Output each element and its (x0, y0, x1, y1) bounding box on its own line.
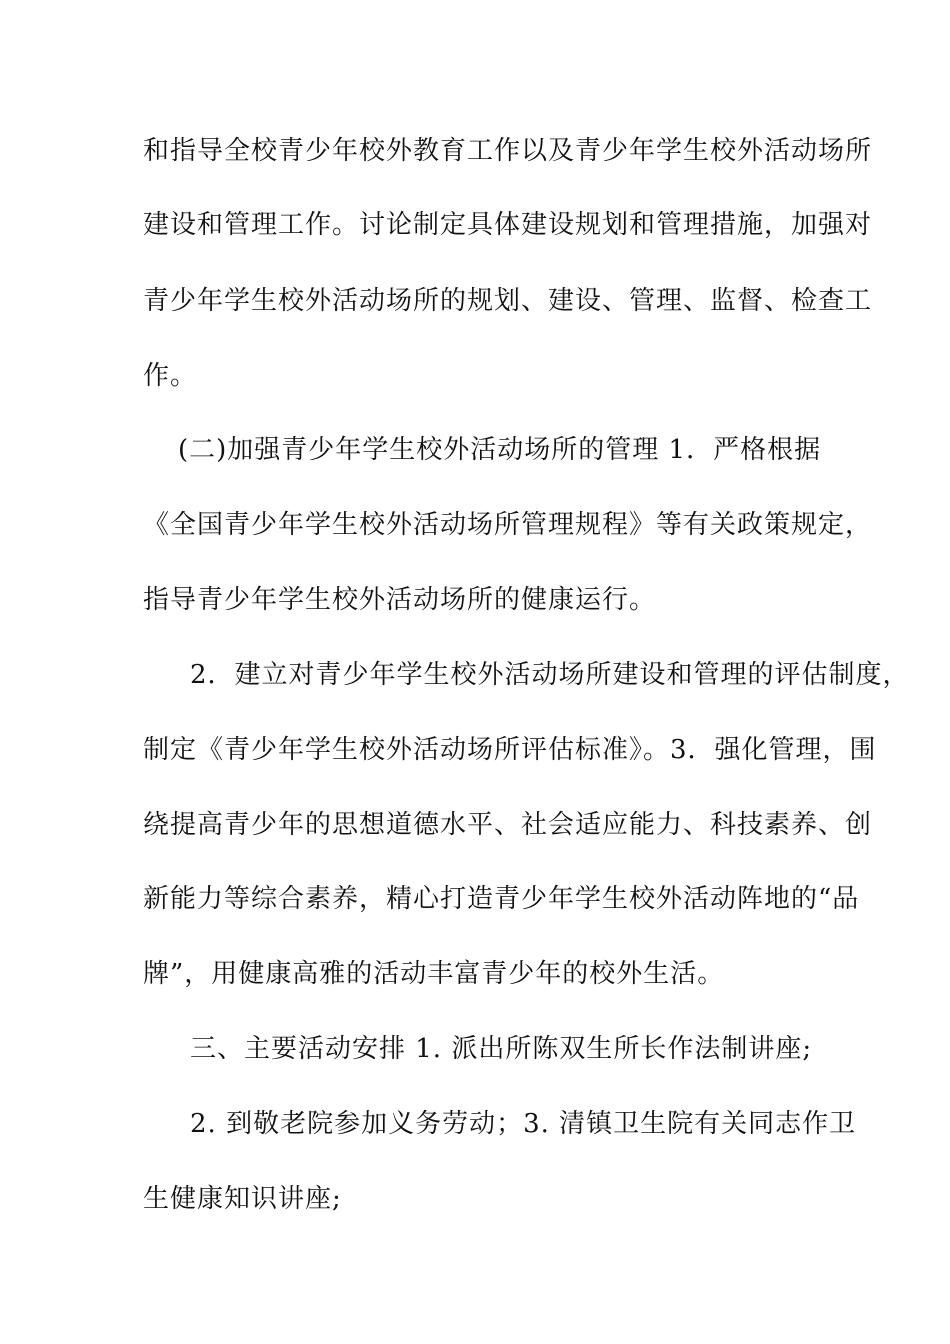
paragraph-line: 建设和管理工作。讨论制定具体建设规划和管理措施，加强对 (143, 210, 873, 240)
paragraph-line: 绕提高青少年的思想道德水平、社会适应能力、科技素养、创 (143, 810, 873, 840)
paragraph-line: 2．建立对青少年学生校外活动场所建设和管理的评估制度， (190, 660, 910, 690)
paragraph-line: 《全国青少年学生校外活动场所管理规程》等有关政策规定， (143, 510, 873, 540)
paragraph-line: 牌”，用健康高雅的活动丰富青少年的校外生活。 (143, 959, 725, 989)
paragraph-line: 2. 到敬老院参加义务劳动；3. 清镇卫生院有关同志作卫 (190, 1109, 857, 1139)
paragraph-line: 新能力等综合素养，精心打造青少年学生校外活动阵地的“品 (143, 884, 860, 914)
paragraph-line: 指导青少年学生校外活动场所的健康运行。 (143, 585, 657, 615)
paragraph-line: (二)加强青少年学生校外活动场所的管理 1．严格根据 (178, 435, 822, 465)
paragraph-line: 作。 (143, 361, 198, 391)
paragraph-line: 青少年学生校外活动场所的规划、建设、管理、监督、检查工 (143, 286, 873, 316)
paragraph-line: 生健康知识讲座; (143, 1184, 342, 1214)
paragraph-line: 和指导全校青少年校外教育工作以及青少年学生校外活动场所 (143, 136, 873, 166)
paragraph-line: 三、主要活动安排 1. 派出所陈双生所长作法制讲座; (190, 1034, 813, 1064)
paragraph-line: 制定《青少年学生校外活动场所评估标准》。3．强化管理，围 (143, 735, 877, 765)
